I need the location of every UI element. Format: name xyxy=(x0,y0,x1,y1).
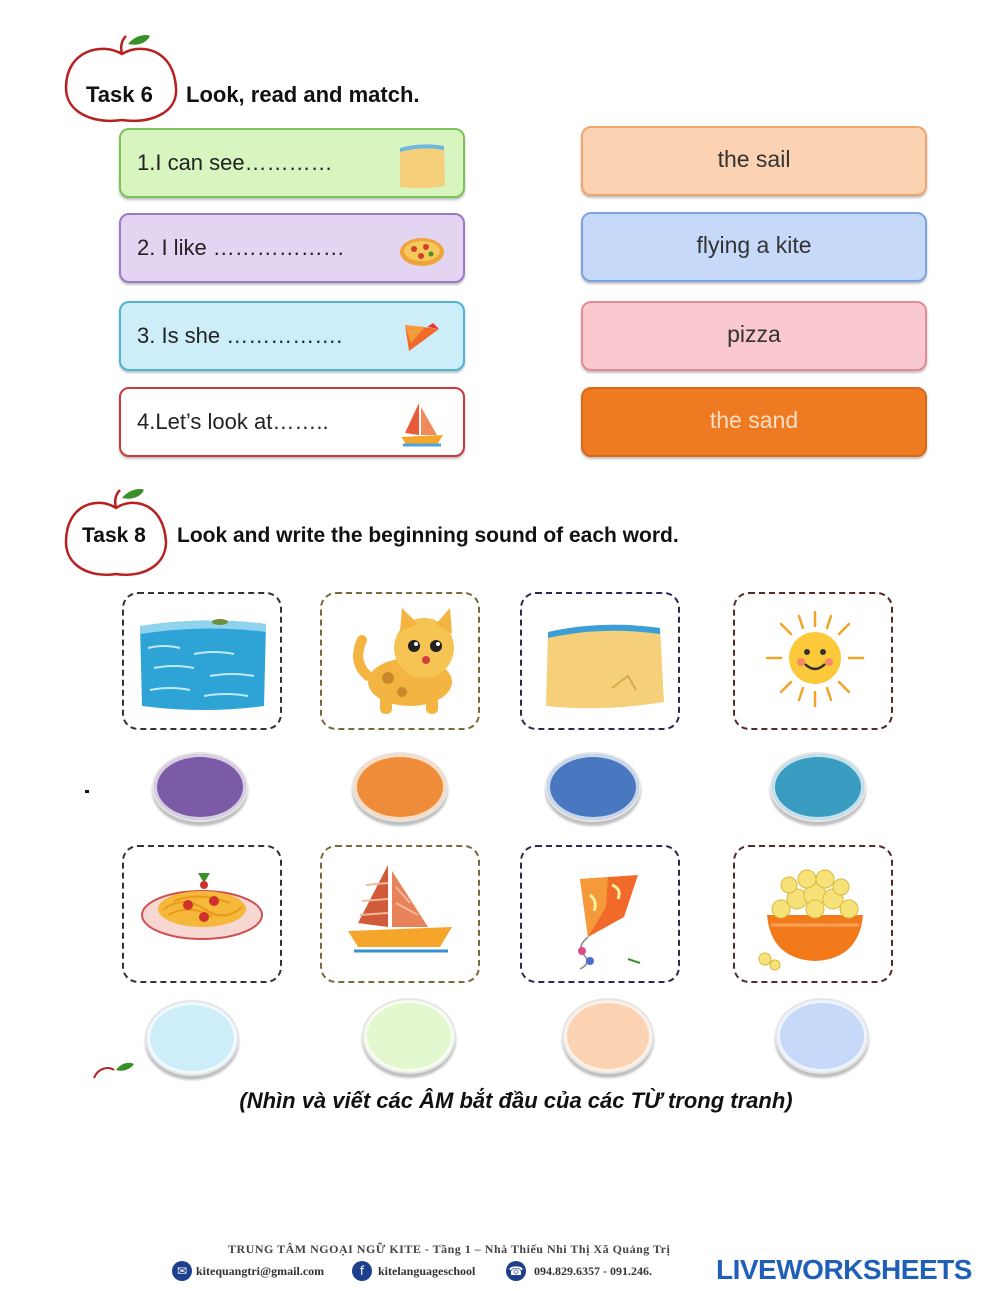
sun-icon xyxy=(745,602,883,720)
picture-card-5 xyxy=(122,845,282,983)
answer-oval-8[interactable] xyxy=(775,998,869,1074)
footer-facebook[interactable]: kitelanguageschool xyxy=(378,1264,476,1278)
apple-fragment-icon xyxy=(90,1060,138,1080)
answer-input[interactable] xyxy=(777,1000,871,1074)
sailboat-icon xyxy=(397,399,447,449)
question-box-1[interactable] xyxy=(119,128,465,198)
answer-input[interactable] xyxy=(772,754,868,822)
task6-title: Look, read and match. xyxy=(186,82,420,107)
stray-dot xyxy=(85,790,89,793)
liveworksheets-logo[interactable]: LIVEWORKSHEETS xyxy=(716,1254,972,1285)
footer-address: TRUNG TÂM NGOẠI NGỮ KITE - Tầng 1 – Nhà Thiếu Nhi Thị Xã Quảng Trị xyxy=(228,1242,671,1256)
spaghetti-icon xyxy=(134,855,272,973)
answer-oval-4[interactable] xyxy=(770,752,866,822)
task8-label: Task 8 xyxy=(82,524,146,547)
answer-input[interactable] xyxy=(154,754,250,822)
cat-icon xyxy=(332,602,470,720)
answer-box-3[interactable] xyxy=(581,301,927,371)
question-box-2[interactable] xyxy=(119,213,465,283)
question-text: 1.I can see………… xyxy=(137,150,333,175)
task8-title: Look and write the beginning sound of each word. xyxy=(177,524,679,547)
answer-box-4[interactable] xyxy=(581,387,927,457)
answer-text: pizza xyxy=(727,321,781,347)
answer-box-2[interactable] xyxy=(581,212,927,282)
task6-badge xyxy=(62,32,182,128)
answer-input[interactable] xyxy=(564,1000,656,1074)
sand-icon xyxy=(397,140,447,190)
email-icon: ✉ xyxy=(172,1261,192,1281)
sailboat-icon xyxy=(332,855,470,973)
answer-text: the sand xyxy=(709,407,799,433)
answer-oval-6[interactable] xyxy=(362,998,456,1074)
answer-oval-3[interactable] xyxy=(545,752,641,822)
answer-oval-1[interactable] xyxy=(152,752,248,822)
picture-card-3 xyxy=(520,592,680,730)
picture-card-8 xyxy=(733,845,893,983)
answer-text: flying a kite xyxy=(696,232,812,258)
sand-icon xyxy=(532,602,672,720)
facebook-icon: f xyxy=(352,1261,372,1281)
question-text: 3. Is she ……………. xyxy=(137,323,343,348)
picture-card-2 xyxy=(320,592,480,730)
answer-text: the sail xyxy=(717,146,791,172)
picture-card-1 xyxy=(122,592,282,730)
answer-input[interactable] xyxy=(147,1002,241,1076)
answer-input[interactable] xyxy=(547,754,643,822)
question-text: 4.Let’s look at…….. xyxy=(137,409,329,434)
question-box-3[interactable] xyxy=(119,301,465,371)
popcorn-icon xyxy=(745,855,883,973)
task6-label: Task 6 xyxy=(86,82,153,107)
answer-input[interactable] xyxy=(364,1000,458,1074)
sea-icon xyxy=(134,602,272,720)
answer-box-1[interactable] xyxy=(581,126,927,196)
answer-oval-7[interactable] xyxy=(562,998,654,1074)
phone-icon: ☎ xyxy=(506,1261,526,1281)
answer-oval-2[interactable] xyxy=(352,752,448,822)
footer-email[interactable]: kitequangtri@gmail.com xyxy=(196,1264,325,1278)
kite-icon xyxy=(397,313,447,363)
apple-icon xyxy=(62,32,182,128)
answer-input[interactable] xyxy=(354,754,450,822)
caption-text: (Nhìn và viết các ÂM bắt đầu của các TỪ trong tranh) xyxy=(239,1088,793,1113)
footer-phone: 094.829.6357 - 091.246. xyxy=(534,1264,652,1278)
kite-icon xyxy=(532,855,672,973)
question-text: 2. I like ……………… xyxy=(137,235,345,260)
picture-card-6 xyxy=(320,845,480,983)
pizza-icon xyxy=(397,225,447,275)
answer-oval-5[interactable] xyxy=(145,1000,239,1076)
question-box-4[interactable] xyxy=(119,387,465,457)
picture-card-7 xyxy=(520,845,680,983)
picture-card-4 xyxy=(733,592,893,730)
